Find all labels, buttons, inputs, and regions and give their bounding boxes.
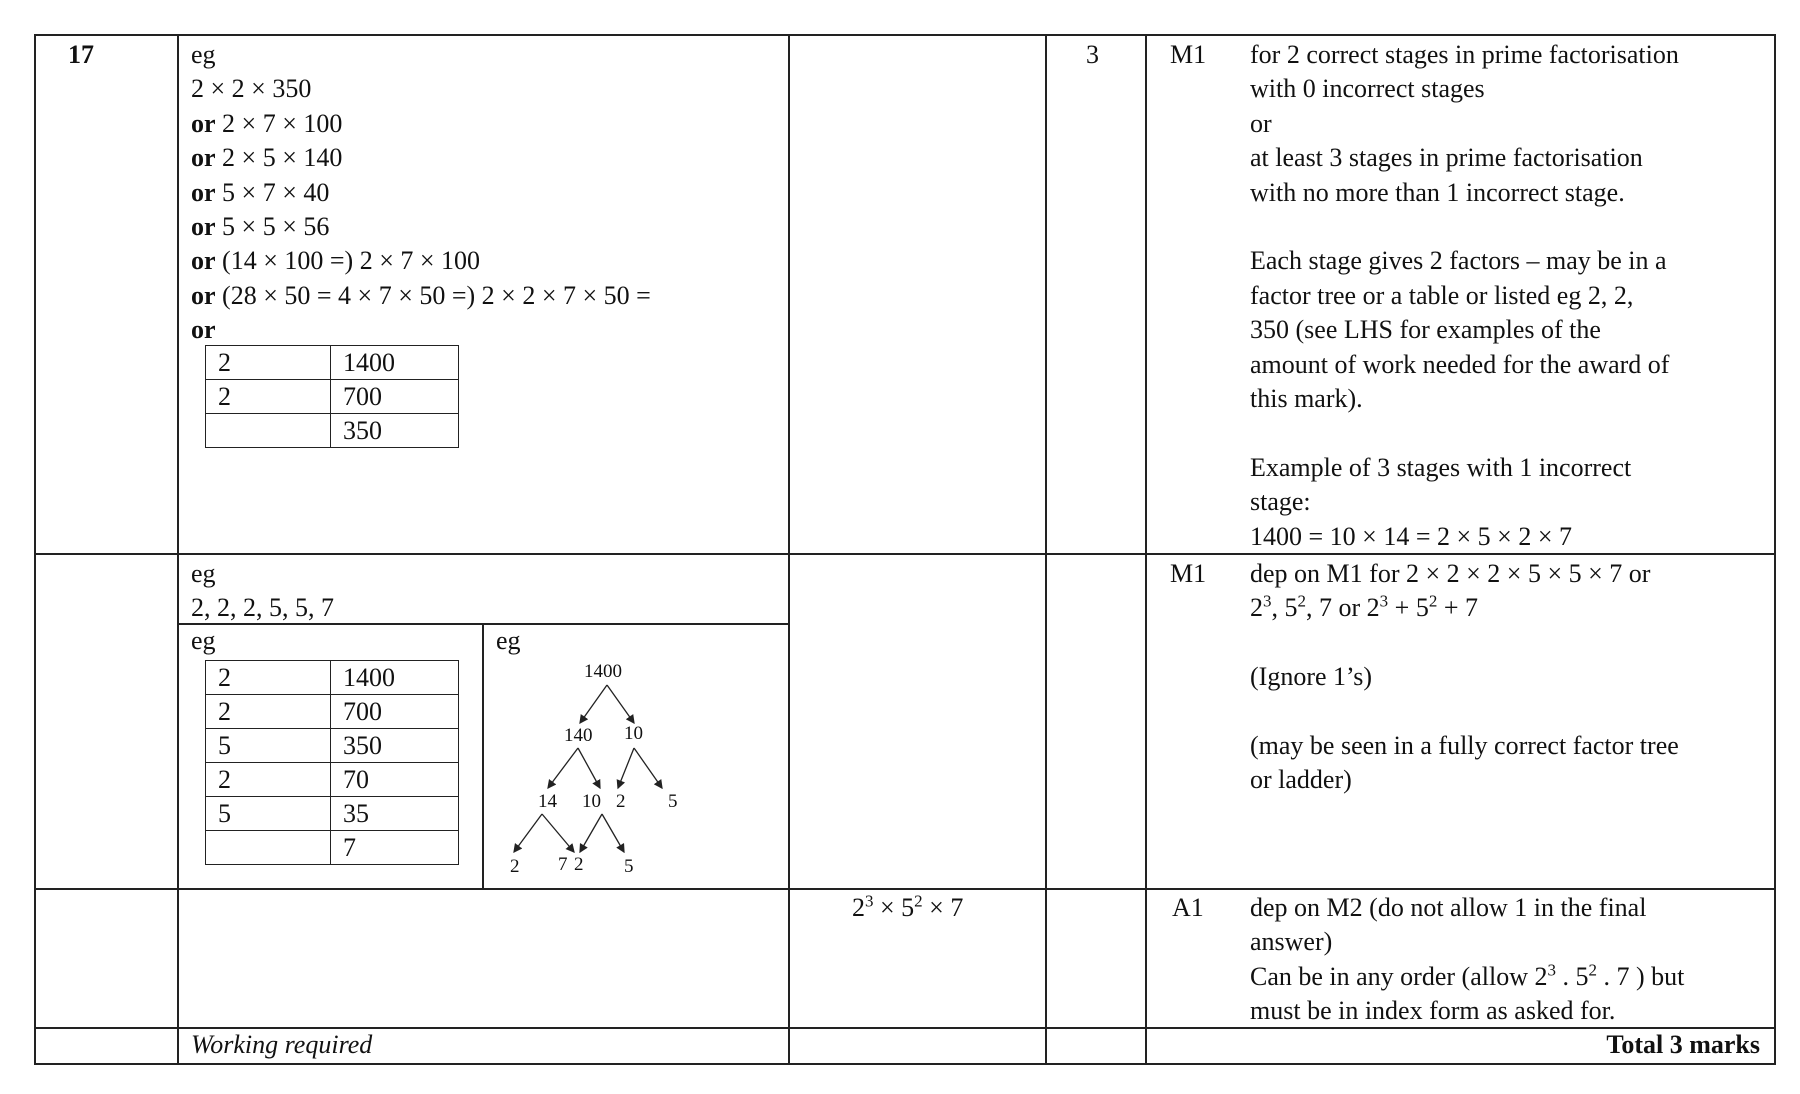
tree-node: 10 bbox=[624, 723, 643, 744]
row-divider-2 bbox=[34, 888, 1776, 890]
ladder-row: 2 70 bbox=[206, 763, 459, 797]
column-divider-4 bbox=[1145, 34, 1147, 1065]
column-divider-5 bbox=[1774, 34, 1776, 1065]
question-number: 17 bbox=[68, 40, 94, 69]
working-line: or 5 × 5 × 56 bbox=[191, 212, 330, 242]
note-line: this mark). bbox=[1250, 384, 1363, 414]
tree-node: 5 bbox=[624, 856, 634, 877]
note-line: at least 3 stages in prime factorisation bbox=[1250, 143, 1643, 173]
total-marks-label: Total 3 marks bbox=[1606, 1030, 1760, 1059]
working-line: or bbox=[191, 315, 216, 345]
tree-node: 1400 bbox=[584, 661, 622, 682]
tree-node: 10 bbox=[582, 791, 601, 812]
tree-branch bbox=[607, 685, 634, 723]
factor-ladder-row1 bbox=[205, 345, 459, 448]
column-divider-3 bbox=[1045, 34, 1047, 1065]
note-line: Example of 3 stages with 1 incorrect bbox=[1250, 452, 1632, 482]
column-divider-2 bbox=[788, 34, 790, 1065]
note-line: with no more than 1 incorrect stage. bbox=[1250, 177, 1625, 207]
tree-branch bbox=[578, 748, 600, 788]
column-divider-1 bbox=[177, 34, 179, 1065]
working-line: or 5 × 7 × 40 bbox=[191, 177, 330, 207]
ladder-row: 5 35 bbox=[206, 797, 459, 831]
notes-row2 bbox=[1250, 557, 1679, 798]
working-line: or 2 × 7 × 100 bbox=[191, 108, 343, 138]
tree-branch bbox=[542, 814, 574, 852]
tree-node: 5 bbox=[668, 791, 678, 812]
factor-ladder-row2 bbox=[205, 660, 459, 865]
working-line: or 2 × 5 × 140 bbox=[191, 143, 343, 173]
working-line: 2 × 2 × 350 bbox=[191, 74, 312, 104]
ladder-row: 350 bbox=[206, 414, 459, 448]
tree-node: 2 bbox=[616, 791, 626, 812]
mark-code-m1: M1 bbox=[1170, 40, 1207, 69]
note-line: dep on M2 (do not allow 1 in the final bbox=[1250, 893, 1647, 922]
working-required-label: Working required bbox=[191, 1030, 373, 1059]
ladder-row: 2 700 bbox=[206, 695, 459, 729]
note-line bbox=[1250, 210, 1679, 244]
final-answer: $2^3 \times 5^2 \times 7$ bbox=[852, 891, 964, 922]
note-line bbox=[1250, 416, 1679, 450]
working-line: 2, 2, 2, 5, 5, 7 bbox=[191, 593, 334, 623]
tree-branch bbox=[618, 748, 634, 788]
notes-row3 bbox=[1250, 891, 1684, 1029]
ladder-row: 2 700 bbox=[206, 380, 459, 414]
note-line: (may be seen in a fully correct factor tree bbox=[1250, 731, 1679, 761]
note-line: or bbox=[1250, 108, 1272, 138]
note-line: amount of work needed for the award of bbox=[1250, 349, 1670, 379]
note-line-with-powers: Can be in any order (allow $2^3$ . $5^2$ . 7 ) but bbox=[1250, 960, 1685, 991]
ladder-row: 2 1400 bbox=[206, 346, 459, 380]
note-line: factor tree or a table or listed eg 2, 2, bbox=[1250, 280, 1634, 310]
mark-code-m1-second: M1 bbox=[1170, 559, 1207, 588]
note-line: 1400 = 10 × 14 = 2 × 5 × 2 × 7 bbox=[1250, 521, 1572, 551]
working-row2 bbox=[191, 557, 334, 626]
note-line: 350 (see LHS for examples of the bbox=[1250, 315, 1601, 345]
working-row1 bbox=[191, 38, 651, 348]
tree-eg-label: eg bbox=[496, 626, 521, 655]
table-border-bottom bbox=[34, 1063, 1776, 1065]
ladder-row: 2 1400 bbox=[206, 661, 459, 695]
working-line: or (14 × 100 =) 2 × 7 × 100 bbox=[191, 246, 481, 276]
working-line: eg bbox=[191, 40, 216, 69]
ladder-row: 7 bbox=[206, 831, 459, 865]
column-divider-0 bbox=[34, 34, 36, 1065]
notes-row1 bbox=[1250, 38, 1679, 554]
ladder-eg-label: eg bbox=[191, 626, 216, 655]
tree-node: 140 bbox=[564, 725, 593, 746]
tree-node: 14 bbox=[538, 791, 557, 812]
marks-total: 3 bbox=[1086, 40, 1099, 69]
working-line: eg bbox=[191, 559, 216, 588]
note-line: or ladder) bbox=[1250, 765, 1352, 795]
tree-branch bbox=[548, 748, 578, 788]
tree-node: 2 bbox=[574, 854, 584, 875]
note-line: for 2 correct stages in prime factorisation bbox=[1250, 40, 1679, 69]
tree-branch bbox=[514, 814, 542, 852]
factor-tree-diagram bbox=[490, 650, 710, 885]
note-line: with 0 incorrect stages bbox=[1250, 74, 1485, 104]
note-line: stage: bbox=[1250, 487, 1311, 517]
note-line: answer) bbox=[1250, 927, 1333, 957]
working-line: or (28 × 50 = 4 × 7 × 50 =) 2 × 2 × 7 × 50 = bbox=[191, 280, 651, 310]
mark-code-a1: A1 bbox=[1172, 893, 1204, 922]
tree-branch bbox=[602, 814, 624, 852]
tree-node: 2 bbox=[510, 856, 520, 877]
subcolumn-divider bbox=[482, 623, 484, 889]
note-line: must be in index form as asked for. bbox=[1250, 996, 1616, 1026]
note-line: Each stage gives 2 factors – may be in a bbox=[1250, 246, 1667, 276]
note-line: dep on M1 for 2 × 2 × 2 × 5 × 5 × 7 or bbox=[1250, 559, 1651, 588]
note-line: (Ignore 1’s) bbox=[1250, 662, 1373, 692]
tree-node: 7 bbox=[558, 854, 568, 875]
tree-branch bbox=[634, 748, 662, 788]
table-border-top bbox=[34, 34, 1776, 36]
tree-branch bbox=[580, 814, 602, 852]
note-line-with-powers: $2^3$, $5^2$, 7 or $2^3 + 5^2 + 7$ bbox=[1250, 591, 1479, 623]
tree-branch bbox=[580, 685, 607, 723]
ladder-row: 5 350 bbox=[206, 729, 459, 763]
